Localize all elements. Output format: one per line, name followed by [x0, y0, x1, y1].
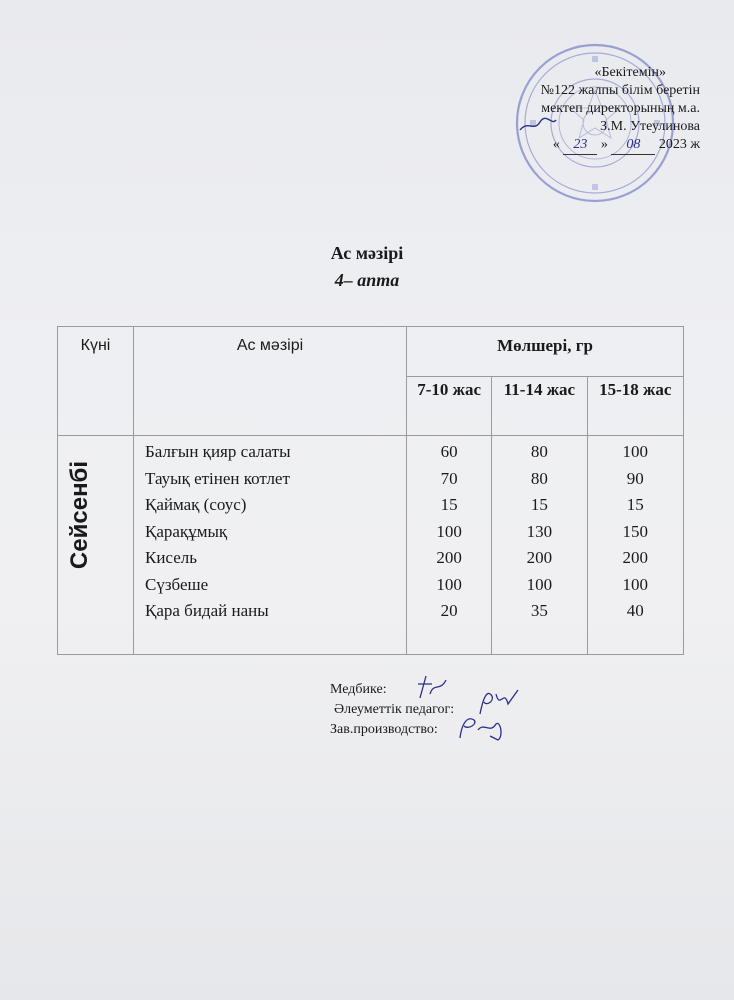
qty-15-18-cell	[587, 436, 683, 655]
dish-list	[134, 436, 406, 625]
qty-value: 80	[530, 442, 548, 461]
qty-value: 200	[622, 548, 648, 567]
qty-value: 15	[530, 495, 548, 514]
social-teacher-signature-line	[334, 700, 454, 720]
approval-heading: «Бекітемін»	[594, 65, 666, 80]
approval-block	[480, 64, 700, 155]
date-year: 2023 ж	[658, 137, 700, 152]
date-day: 23	[563, 136, 597, 155]
dish-item: Қарақұмық	[145, 521, 228, 541]
director-signature	[518, 116, 558, 134]
director-title: мектеп директорының м.а.	[541, 101, 700, 116]
dish-item: Тауық етінен котлет	[145, 468, 290, 488]
production-label: Зав.производство:	[330, 722, 438, 737]
qty-value: 35	[530, 601, 548, 620]
date-month: 08	[611, 136, 655, 155]
qty-value: 60	[440, 442, 458, 461]
qty-value: 100	[622, 574, 648, 594]
nurse-signature-line	[330, 680, 454, 700]
qty-7-10-cell	[407, 436, 492, 655]
header-day: Күні	[58, 327, 134, 436]
director-name: З.М. Утеулинова	[600, 119, 700, 134]
qty-value: 20	[440, 601, 458, 620]
day-label: Сейсенбі	[66, 460, 93, 570]
qty-value: 15	[440, 495, 458, 514]
page-title: Ас мәзірі	[330, 243, 404, 263]
dish-item: Сүзбеше	[145, 574, 209, 594]
header-quantity: Мөлшері, гр	[407, 327, 684, 377]
header-menu: Ас мәзірі	[134, 327, 407, 436]
nurse-label: Медбике:	[330, 682, 387, 697]
nurse-signature	[412, 672, 452, 702]
dish-item: Кисель	[145, 548, 197, 567]
qty-value: 100	[436, 521, 462, 541]
qty-value: 100	[526, 574, 553, 594]
qty-value: 80	[530, 468, 548, 488]
qty-value: 15	[626, 495, 644, 514]
qty-value: 100	[622, 442, 648, 461]
production-signature	[454, 710, 510, 744]
school-name: №122 жалпы білім беретін	[540, 83, 700, 98]
qty-value: 200	[526, 548, 553, 567]
qty-value: 70	[440, 468, 458, 488]
dishes-cell	[134, 436, 407, 655]
production-signature-line	[330, 720, 454, 740]
qty-value: 40	[626, 601, 644, 620]
signature-block	[330, 680, 454, 740]
dish-item: Балғын қияр салаты	[145, 442, 291, 461]
qty-value: 130	[526, 521, 553, 541]
qty-11-14-cell	[492, 436, 587, 655]
header-age-11-14: 11-14 жас	[492, 377, 587, 436]
qty-value: 90	[626, 468, 644, 488]
qty-value: 100	[436, 574, 462, 594]
header-age-15-18: 15-18 жас	[587, 377, 683, 436]
social-teacher-label: Әлеуметтік педагог:	[334, 702, 455, 717]
director-line	[480, 118, 700, 136]
header-age-7-10: 7-10 жас	[407, 377, 492, 436]
qty-value: 200	[436, 548, 462, 567]
menu-table	[57, 326, 684, 655]
qty-value: 150	[622, 521, 648, 541]
week-label: 4– апта	[334, 270, 400, 290]
approval-date: « 23 » 08 2023 ж	[480, 136, 700, 155]
dish-item: Қара бидай наны	[145, 601, 269, 620]
day-cell	[58, 436, 134, 655]
dish-item: Қаймақ (соус)	[145, 495, 247, 514]
